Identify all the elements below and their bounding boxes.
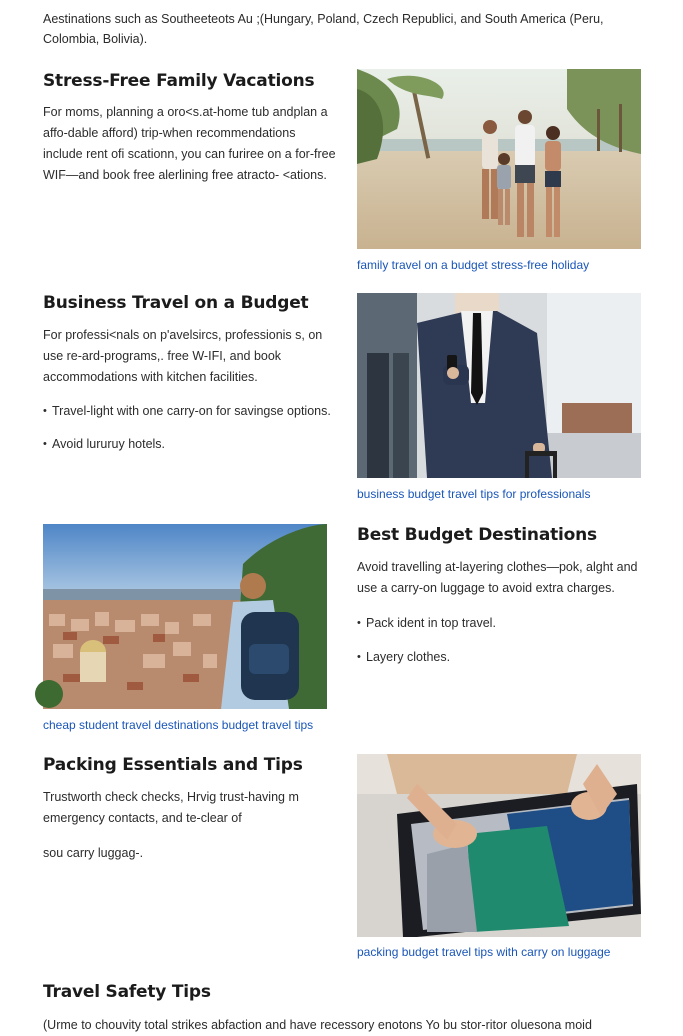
business-bullet-1: • Travel-light with one carry-on for savingse options. bbox=[43, 401, 338, 422]
destinations-heading: Best Budget Destinations bbox=[357, 525, 597, 545]
business-heading: Business Travel on a Budget bbox=[43, 293, 309, 313]
destinations-city-photo bbox=[43, 524, 327, 709]
business-paragraph: For professi<nals on p'avelsircs, professionis s, on use re-ard-programs,. free W-IFI, and book accommodations with kitchen facilities. bbox=[43, 328, 323, 384]
packing-suitcase-photo bbox=[357, 754, 641, 937]
destinations-bullet-1: • Pack ident in top travel. bbox=[357, 613, 647, 634]
destinations-section bbox=[357, 525, 647, 668]
packing-section bbox=[43, 755, 338, 864]
business-bullet-2: • Avoid lururuy hotels. bbox=[43, 434, 338, 455]
destinations-bullet-2: • Layery clothes. bbox=[357, 647, 647, 668]
business-caption-link[interactable]: business budget travel tips for professionals bbox=[357, 487, 591, 501]
family-beach-photo bbox=[357, 69, 641, 249]
packing-paragraph-2: sou carry luggag-. bbox=[43, 846, 144, 860]
packing-caption-link[interactable]: packing budget travel tips with carry on luggage bbox=[357, 945, 611, 959]
packing-paragraph: Trustworth check checks, Hrvig trust-having m emergency contacts, and te-clear of bbox=[43, 790, 299, 825]
intro-paragraph: Aestinations such as Southeeteots Au ;(Hungary, Poland, Czech Republici, and South America (Peru, Colombia, Bolivia). bbox=[43, 12, 604, 46]
family-paragraph: For moms, planning a oro<s.at-home tub andplan a affo-dable afford) trip-when recommendations include rent ofi scationn, you can furiree on a for-free WIF—and book free alerlining free atracto- <ations. bbox=[43, 105, 336, 182]
destinations-caption-link[interactable]: cheap student travel destinations budget travel tips bbox=[43, 718, 314, 732]
destinations-paragraph: Avoid travelling at-layering clothes—pok, alght and use a carry-on luggage to avoid extra charges. bbox=[357, 560, 638, 595]
safety-paragraph: (Urme to chouvity total strikes abfaction and have recessory enotons Yo bu stor-ritor oluesona moid bbox=[43, 1018, 592, 1032]
packing-heading: Packing Essentials and Tips bbox=[43, 755, 303, 775]
business-section bbox=[43, 293, 338, 455]
business-traveler-photo bbox=[357, 293, 641, 478]
safety-heading: Travel Safety Tips bbox=[43, 982, 211, 1002]
safety-section bbox=[43, 982, 653, 1036]
family-heading: Stress-Free Family Vacations bbox=[43, 71, 315, 91]
family-caption-link[interactable]: family travel on a budget stress-free holiday bbox=[357, 258, 590, 272]
family-section bbox=[43, 71, 338, 186]
